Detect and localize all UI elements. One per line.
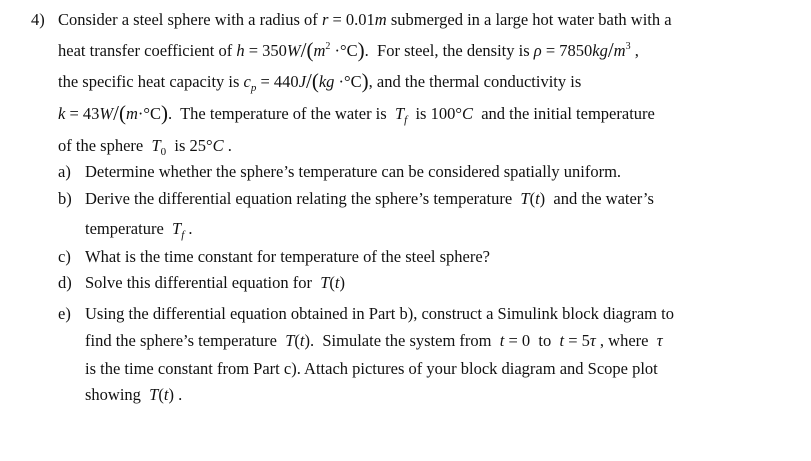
part-c-line-1: What is the time constant for temperature of the steel sphere? [85, 247, 491, 266]
part-d-line-1: Solve this differential equation for T(t) [85, 273, 346, 292]
part-c-label: c) [58, 247, 71, 266]
part-e-line-4: showing T(t) . [85, 385, 183, 404]
problem-line-5: of the sphere $T_0$ is 25°C . [58, 136, 232, 158]
problem-line-1: Consider a steel sphere with a radius of r = 0.01m submerged in a large hot water bath with a [58, 10, 672, 29]
problem-line-3: the specific heat capacity is $c_p = 440J/(kg \cdot^\circ C)$, and the thermal conductivity is [58, 69, 582, 94]
part-e-label: e) [58, 304, 71, 323]
part-e-line-1: Using the differential equation obtained in Part b), construct a Simulink block diagram to [85, 304, 674, 323]
part-a-label: a) [58, 162, 71, 181]
part-d-label: d) [58, 273, 72, 292]
part-b-line-2: temperature $T_f$ . [85, 219, 193, 241]
problem-line-2: heat transfer coefficient of $h = 350W/(m^2 \cdot^\circ C)$. For steel, the density is $\rho = 7850kg/m^3$ , [58, 38, 639, 62]
part-e-line-2: find the sphere’s temperature T(t). Simulate the system from t = 0 to t = 5τ , where τ [85, 331, 663, 350]
part-b-line-1: Derive the differential equation relating the sphere’s temperature T(t) and the water’s [85, 189, 654, 208]
part-e-line-3: is the time constant from Part c). Attach pictures of your block diagram and Scope plot [85, 359, 658, 378]
problem-line-4: k = 43W/(m·°C). The temperature of the water is $T_f$ is 100°C and the initial temperature [58, 101, 655, 126]
problem-number: 4) [31, 10, 45, 29]
part-a-line-1: Determine whether the sphere’s temperature can be considered spatially uniform. [85, 162, 622, 181]
part-b-label: b) [58, 189, 72, 208]
